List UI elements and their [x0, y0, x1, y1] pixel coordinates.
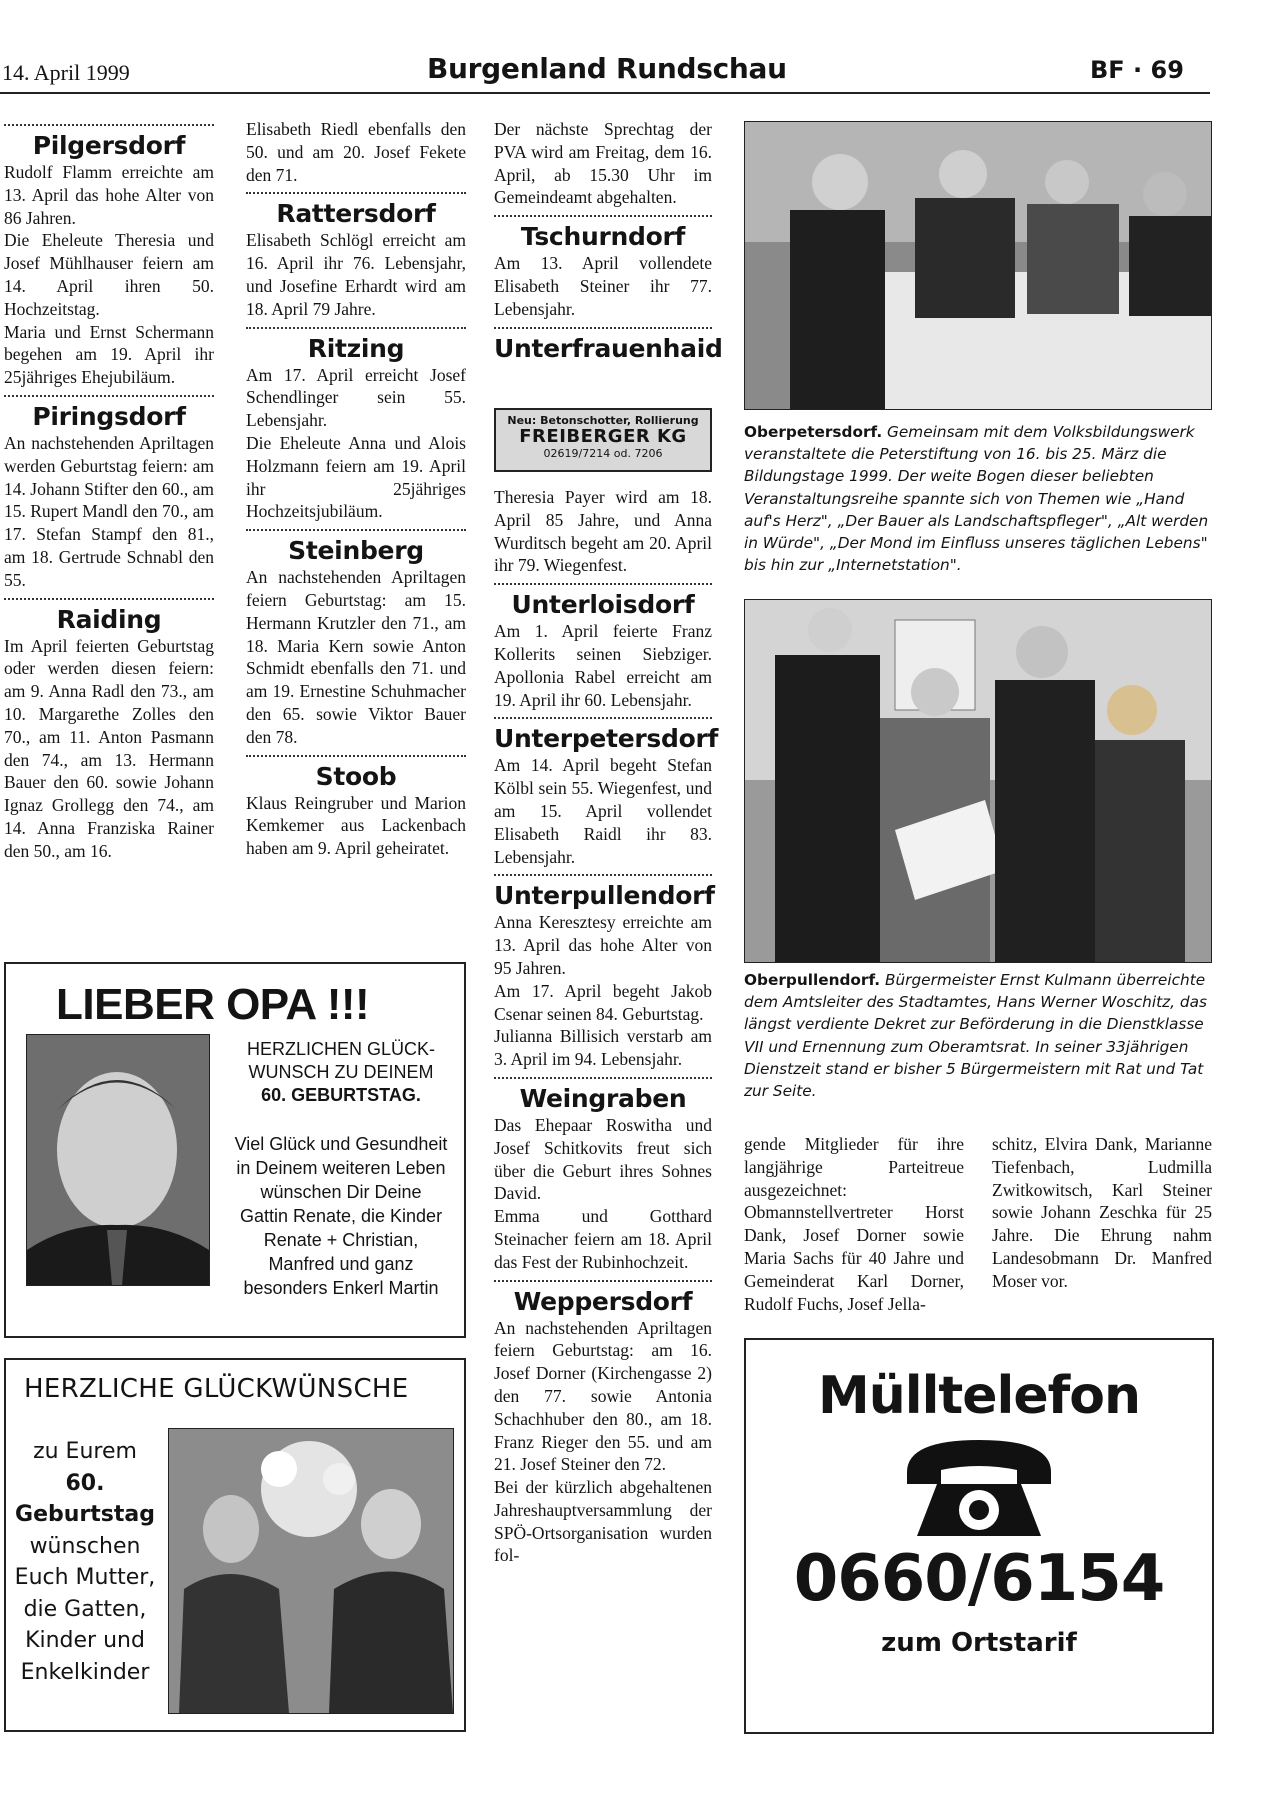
section-paragraph: Am 17. April begeht Jakob Csenar seinen 84. Geburtstag.: [494, 980, 712, 1024]
section-divider: [494, 327, 712, 329]
section-heading: Piringsdorf: [32, 401, 186, 431]
section-paragraph: Am 1. April feierte Franz Kollerits seinen Siebziger. Apollonia Rabel erreicht am 19. April ihr 60. Lebensjahr.: [494, 621, 712, 710]
opa-greeting-line-1: HERZLICHEN GLÜCK-: [246, 1039, 436, 1059]
section-paragraph: Im April feierten Geburtstag oder werden diesen feiern: am 9. Anna Radl den 73., am 10. Margarethe Zolles den 70., am 11. Anton Pasmann den 74., am 13. Hermann Bauer den 60. sowie Johann Ignaz Grollegg den 74., am 14. Anna Franziska Rainer den 50., am 16.: [4, 635, 214, 861]
newspaper-title: Burgenland Rundschau: [427, 52, 787, 85]
section-heading: Raiding: [56, 604, 162, 634]
caption-1-place: Oberpetersdorf.: [744, 423, 883, 441]
section-paragraph: Am 17. April erreicht Josef Schendlinger sein 55. Lebensjahr.: [246, 364, 466, 431]
glueckwuensche-line: Enkelkinder: [20, 1659, 150, 1685]
opa-greeting-line: in Deinem weiteren Leben: [236, 1158, 446, 1178]
section-heading: Weingraben: [519, 1083, 687, 1113]
glueckwuensche-line: die Gatten,: [23, 1596, 147, 1622]
opa-greeting-line: besonders Enkerl Martin: [243, 1278, 439, 1298]
section-paragraph: Emma und Gotthard Steinacher feiern am 18. April das Fest der Rubinhochzeit.: [494, 1206, 712, 1272]
caption-1-text: Gemeinsam mit dem Volksbildungswerk veranstaltete die Peterstiftung von 16. bis 25. März die Bildungstage 1999. Der weite Bogen dieser beliebten Veranstaltungsreihe spannte sich von Themen wie „Hand auf's Herz", „Der Bauer als Landschaftspfleger", „Alt werden in Würde", „Der Mond im Einfluss unseres täglichen Lebens" bis hin zur „Internetstation".: [744, 423, 1209, 575]
section-heading: Ritzing: [307, 333, 405, 363]
section-divider: [4, 124, 214, 126]
opa-greeting-line: wünschen Dir Deine: [260, 1182, 422, 1202]
caption-2-place: Oberpullendorf.: [744, 971, 881, 989]
ad-line-2: FREIBERGER KG: [519, 426, 687, 447]
caption-oberpetersdorf: [744, 421, 1212, 576]
glueckwuensche-line: Euch Mutter,: [14, 1565, 156, 1590]
muelltelefon-ad: [744, 1338, 1214, 1734]
opa-greeting-line: Gattin Renate, die Kinder: [239, 1206, 443, 1226]
section-divider: [4, 395, 214, 397]
caption-2-text: Bürgermeister Ernst Kulmann überreichte dem Amtsleiter des Stadtamtes, Hans Werner Woschitz, das längst verdiente Dekret zur Beförderung in die Dienstklasse VII und Ernennung zum Oberamtsrat. In seiner 33jährigen Dienstzeit stand er bisher 5 Bürgermeistern mit Rat und Tat zur Seite.: [744, 971, 1207, 1101]
column-4: [744, 1133, 964, 1315]
column-1: [4, 118, 214, 863]
opa-portrait: [26, 1034, 210, 1286]
section-paragraph: Am 13. April vollendete Elisabeth Steiner ihr 77. Lebensjahr.: [494, 253, 712, 319]
column-2: [246, 118, 466, 860]
section-heading: Tschurndorf: [520, 222, 686, 252]
section-paragraph: An nachstehenden Apriltagen feiern Geburtstag: am 16. Josef Dorner (Kirchengasse 2) den 77. sowie Antonia Schachhuber den 80., am 18. Franz Rieger den 55. und am 21. Josef Steiner den 72.: [494, 1317, 712, 1475]
section-heading: Unterloisdorf: [511, 590, 695, 620]
section-heading: Pilgersdorf: [32, 131, 186, 160]
section-paragraph: Rudolf Flamm erreichte am 13. April das hohe Alter von 86 Jahren.: [4, 162, 214, 228]
section-heading: Stoob: [315, 761, 397, 791]
section-paragraph: Elisabeth Riedl ebenfalls den 50. und am 20. Josef Fekete den 71.: [246, 119, 466, 185]
section-divider: [494, 874, 712, 876]
glueckwuensche-line: zu Eurem: [33, 1439, 137, 1464]
section-paragraph: Elisabeth Schlögl erreicht am 16. April ihr 76. Lebensjahr, und Josefine Erhardt wird am 18. April 79 Jahre.: [246, 230, 466, 319]
glueckwuensche-line: Geburtstag: [15, 1502, 155, 1527]
section-paragraph: Julianna Billisich verstarb am 3. April im 94. Lebensjahr.: [494, 1026, 712, 1070]
section-heading: Steinberg: [288, 536, 424, 566]
section-paragraph: Maria und Ernst Schermann begehen am 19. April ihr 25jähriges Ehejubiläum.: [4, 321, 214, 388]
section-divider: [246, 192, 466, 194]
section-divider: [246, 327, 466, 329]
glueckwuensche-line: Kinder und: [25, 1628, 145, 1653]
section-divider: [494, 215, 712, 217]
section-heading: Rattersdorf: [276, 199, 436, 229]
photo-1-illustration: [745, 122, 1211, 409]
section-divider: [494, 1077, 712, 1079]
opa-portrait-illustration: [27, 1035, 209, 1285]
glueckwuensche-line: wünschen: [29, 1533, 141, 1559]
section-paragraph: An nachstehenden Apriltagen werden Geburtstag feiern: am 14. Johann Stifter den 60., am 15. Rupert Mandl den 70., am 17. Stefan Stampf den 81., am 18. Gertrude Schnabl den 55.: [4, 432, 214, 590]
section-paragraph: Bei der kürzlich abgehaltenen Jahreshauptversammlung der SPÖ-Ortsorganisation wurden fol-: [494, 1477, 712, 1566]
issue-date: 14. April 1999: [2, 60, 130, 85]
opa-greeting-line: Viel Glück und Gesundheit: [234, 1134, 448, 1154]
section-paragraph: An nachstehenden Apriltagen feiern Geburtstag: am 15. Hermann Krutzler den 71., am 18. Maria Kern sowie Anton Schmidt ebenfalls den 71. und am 19. Ernestine Schuhmacher den 65. sowie Viktor Bauer den 78.: [246, 567, 466, 747]
muelltelefon-footer: zum Ortstarif: [881, 1628, 1077, 1658]
header-rule: [0, 92, 1210, 94]
opa-greeting-heading: [236, 1038, 446, 1107]
glueckwuensche-line: 60.: [65, 1470, 105, 1496]
section-heading: Weppersdorf: [513, 1286, 693, 1316]
glueckwuensche-ad: [4, 1358, 466, 1732]
section-divider: [494, 583, 712, 585]
section-divider: [246, 755, 466, 757]
opa-greeting-line-2: WUNSCH ZU DEINEM: [248, 1062, 434, 1082]
section-heading: Unterfrauenhaid: [494, 333, 723, 363]
section-paragraph: Am 14. April begeht Stefan Kölbl sein 55. Wiegenfest, und am 15. April vollendet Elisabeth Raidl ihr 83. Lebensjahr.: [494, 755, 712, 867]
section-paragraph: schitz, Elvira Dank, Marianne Tiefenbach, Ludmilla Zwitkowitsch, Karl Steiner sowie Johann Zeschka für 25 Jahre. Die Ehrung nahm Landesobmann Dr. Manfred Moser vor.: [992, 1134, 1212, 1291]
opa-greeting-body: [226, 1132, 456, 1300]
lieber-opa-ad: [4, 962, 466, 1338]
page-header: [0, 48, 1210, 93]
column-5: [992, 1133, 1212, 1293]
glueckwuensche-photo-illustration: [169, 1429, 453, 1713]
opa-greeting-line-3: 60. GEBURTSTAG.: [261, 1085, 421, 1105]
caption-oberpullendorf: [744, 969, 1212, 1102]
section-paragraph: Der nächste Sprechtag der PVA wird am Freitag, dem 16. April, ab 15.30 Uhr im Gemeindeamt abgehalten.: [494, 119, 712, 208]
section-heading: Unterpetersdorf: [494, 724, 719, 754]
section-paragraph: Das Ehepaar Roswitha und Josef Schitkovits freut sich über die Geburt ihres Sohnes David.: [494, 1114, 712, 1204]
telephone-icon: [899, 1432, 1059, 1542]
column-3-bottom: [494, 486, 719, 1567]
muelltelefon-number: 0660/6154: [793, 1542, 1165, 1616]
photo-oberpullendorf: [744, 599, 1212, 963]
section-divider: [4, 598, 214, 600]
lieber-opa-title: LIEBER OPA !!!: [56, 980, 370, 1029]
section-paragraph: Die Eheleute Theresia und Josef Mühlhauser feiern am 14. April ihren 50. Hochzeitstag.: [4, 230, 214, 319]
section-paragraph: Klaus Reingruber und Marion Kemkemer aus Lackenbach haben am 9. April geheiratet.: [246, 792, 466, 859]
photo-oberpetersdorf: [744, 121, 1212, 410]
section-paragraph: Theresia Payer wird am 18. April 85 Jahre, und Anna Wurditsch begeht am 20. April ihr 79. Wiegenfest.: [494, 487, 712, 576]
section-divider: [494, 717, 712, 719]
section-paragraph: Die Eheleute Anna und Alois Holzmann feiern am 19. April ihr 25jähriges Hochzeitsjubiläum.: [246, 432, 466, 522]
opa-greeting-line: Manfred und ganz: [268, 1254, 414, 1274]
ad-line-1: Neu: Betonschotter, Rollierung: [507, 414, 699, 427]
section-heading: Unterpullendorf: [494, 881, 715, 911]
section-paragraph: gende Mitglieder für ihre langjährige Parteitreue ausgezeichnet: Obmannstellvertreter Horst Dank, Josef Dorner sowie Maria Sachs für 40 Jahre und Gemeinderat Karl Dorner, Rudolf Fuchs, Josef Jella-: [744, 1134, 964, 1314]
glueckwuensche-text: [10, 1436, 160, 1688]
glueckwuensche-photo: [168, 1428, 454, 1714]
section-paragraph: Anna Keresztesy erreichte am 13. April das hohe Alter von 95 Jahren.: [494, 912, 712, 978]
opa-greeting-line: Renate + Christian,: [263, 1230, 419, 1250]
glueckwuensche-title: HERZLICHE GLÜCKWÜNSCHE: [24, 1374, 409, 1404]
freiberger-ad: [494, 408, 712, 472]
section-divider: [246, 529, 466, 531]
ad-line-3: 02619/7214 od. 7206: [543, 447, 663, 460]
column-3-top: [494, 118, 723, 364]
page-number: BF · 69: [1090, 56, 1184, 84]
muelltelefon-title: Mülltelefon: [818, 1366, 1140, 1426]
section-divider: [494, 1280, 712, 1282]
photo-2-illustration: [745, 600, 1211, 962]
